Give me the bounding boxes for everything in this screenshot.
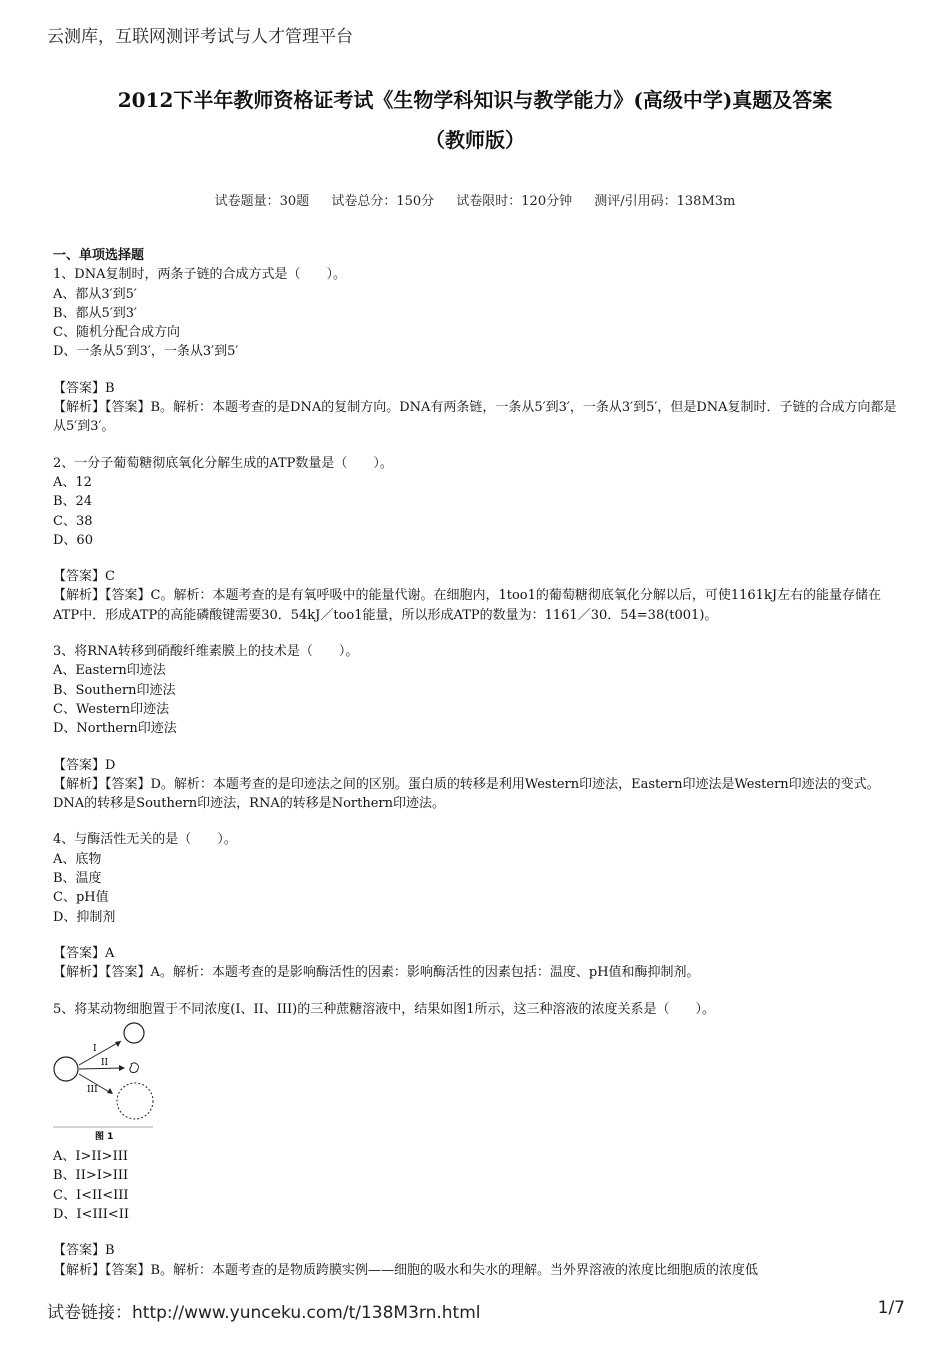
question-3 bbox=[53, 642, 898, 738]
option: C、随机分配合成方向 bbox=[53, 325, 180, 341]
answer: 【答案】A bbox=[53, 945, 115, 961]
option: C、pH值 bbox=[53, 890, 109, 906]
exam-link[interactable]: 试卷链接：http://www.yunceku.com/t/138M3rn.html bbox=[47, 1303, 481, 1323]
analysis: 【解析】【答案】B。解析：本题考查的是DNA的复制方向。DNA有两条链，一条从5′到3′，一条从3′到5′，但是DNA复制时．子链的合成方向都是从5′到3′。 bbox=[53, 400, 897, 435]
meta-total: 试卷总分：150分 bbox=[331, 194, 435, 209]
option: B、都从5′到3′ bbox=[53, 305, 137, 321]
option: B、24 bbox=[53, 494, 93, 510]
question-2 bbox=[53, 454, 898, 550]
cell-osmosis-figure bbox=[53, 1021, 163, 1141]
option: B、Southern印迹法 bbox=[53, 682, 176, 698]
analysis: 【解析】【答案】B。解析：本题考查的是物质跨膜实例——细胞的吸水和失水的理解。当外界溶液的浓度比细胞质的浓度低 bbox=[53, 1262, 759, 1278]
label-iii: III bbox=[87, 1084, 98, 1095]
answer-block-4 bbox=[53, 944, 898, 983]
page-footer bbox=[47, 1298, 905, 1323]
meta-count: 试卷题量：30题 bbox=[214, 194, 310, 209]
option: D、I<III<II bbox=[53, 1206, 130, 1222]
meta-time: 试卷限时：120分钟 bbox=[456, 194, 573, 209]
original-cell bbox=[54, 1057, 78, 1081]
analysis: 【解析】【答案】A。解析：本题考查的是影响酶活性的因素：影响酶活性的因素包括：温度、pH值和酶抑制剂。 bbox=[53, 965, 700, 981]
answer: 【答案】B bbox=[53, 1243, 115, 1259]
title-line-1: 2012下半年教师资格证考试《生物学科知识与教学能力》(高级中学)真题及答案 bbox=[117, 88, 833, 112]
option: D、抑制剂 bbox=[53, 909, 116, 925]
answer: 【答案】C bbox=[53, 569, 115, 585]
analysis: 【解析】【答案】D。解析：本题考查的是印迹法之间的区别。蛋白质的转移是利用Western印迹法，Eastern印迹法是Western印迹法的变式。DNA的转移是Southern印迹法，RNA的转移是Northern印迹法。 bbox=[53, 776, 880, 812]
page-number: 1/7 bbox=[877, 1298, 905, 1318]
meta-code: 测评/引用码：138M3m bbox=[594, 194, 736, 209]
analysis: 【解析】【答案】C。解析：本题考查的是有氧呼吸中的能量代谢。在细胞内，1too1的葡萄糖彻底氧化分解以后，可使1161kJ左右的能量存储在ATP中．形成ATP的高能磷酸键需要30．54kJ／too1能量，所以形成ATP的数量为：1161／30．54=38(t001)。 bbox=[53, 588, 882, 623]
question-stem: 2、一分子葡萄糖彻底氧化分解生成的ATP数量是（ ）。 bbox=[53, 455, 393, 471]
site-header: 云测库，互联网测评考试与人才管理平台 bbox=[47, 27, 353, 47]
answer: 【答案】D bbox=[53, 757, 116, 773]
option: C、38 bbox=[53, 513, 93, 529]
title-line-2: （教师版） bbox=[425, 128, 525, 152]
arrow-ii bbox=[79, 1068, 123, 1069]
option: A、底物 bbox=[53, 851, 102, 867]
question-stem: 3、将RNA转移到硝酸纤维素膜上的技术是（ ）。 bbox=[53, 644, 359, 660]
question-1 bbox=[53, 265, 898, 361]
arrowhead-ii bbox=[119, 1065, 125, 1071]
question-stem: 4、与酶活性无关的是（ ）。 bbox=[53, 832, 237, 848]
label-ii: II bbox=[101, 1057, 109, 1068]
option: C、Western印迹法 bbox=[53, 701, 170, 717]
question-stem: 5、将某动物细胞置于不同浓度(I、II、III)的三种蔗糖溶液中，结果如图1所示，这三种溶液的浓度关系是（ ）。 bbox=[53, 1001, 715, 1017]
section-title: 一、单项选择题 bbox=[53, 248, 145, 263]
answer-block-3 bbox=[53, 756, 898, 814]
option: C、I<II<III bbox=[53, 1187, 129, 1203]
exam-meta bbox=[0, 190, 950, 209]
option: B、温度 bbox=[53, 871, 102, 887]
page-title bbox=[0, 80, 950, 160]
answer: 【答案】B bbox=[53, 380, 115, 396]
question-5 bbox=[53, 1000, 898, 1225]
question-stem: 1、DNA复制时，两条子链的合成方式是（ ）。 bbox=[53, 267, 346, 283]
option: A、都从3′到5′ bbox=[53, 286, 137, 302]
arrow-i bbox=[79, 1041, 121, 1065]
cell-i-swollen bbox=[124, 1023, 144, 1043]
cell-ii-shrunken bbox=[130, 1063, 139, 1073]
option: D、60 bbox=[53, 532, 93, 548]
label-i: I bbox=[93, 1043, 97, 1054]
answer-block-2 bbox=[53, 567, 898, 625]
option: B、II>I>III bbox=[53, 1168, 129, 1184]
option: A、Eastern印迹法 bbox=[53, 663, 166, 679]
answer-block-1 bbox=[53, 379, 898, 437]
option: D、一条从5′到3′，一条从3′到5′ bbox=[53, 344, 239, 360]
answer-block-5 bbox=[53, 1241, 898, 1280]
figure-caption: 图 1 bbox=[95, 1131, 114, 1141]
questions-content bbox=[53, 246, 898, 1297]
question-4 bbox=[53, 830, 898, 926]
cell-iii-burst bbox=[117, 1083, 153, 1119]
option: D、Northern印迹法 bbox=[53, 721, 177, 737]
option: A、I>II>III bbox=[53, 1149, 128, 1165]
option: A、12 bbox=[53, 474, 92, 490]
